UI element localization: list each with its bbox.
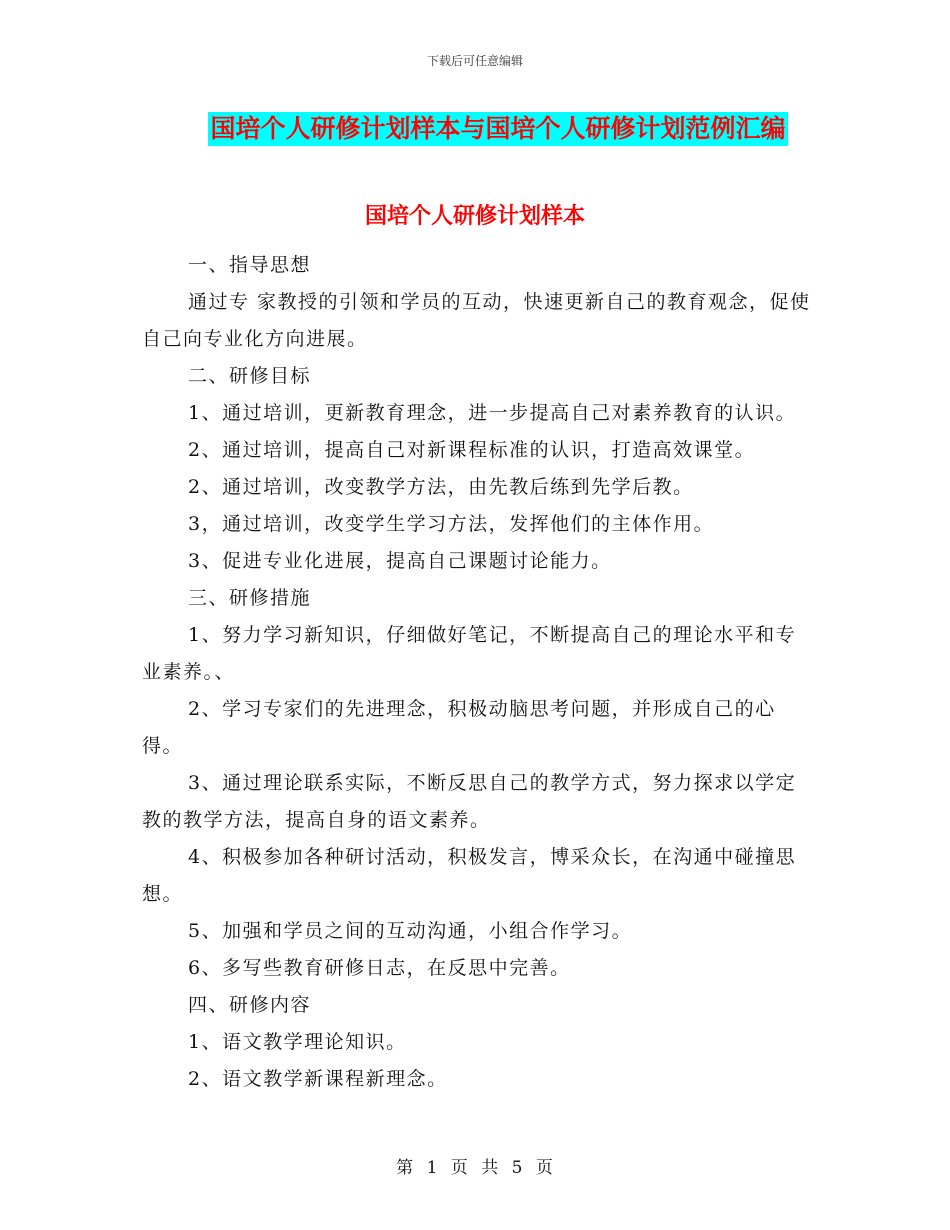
list-item: 2、语文教学新课程新理念。 — [188, 1068, 448, 1090]
list-item: 3、促进专业化进展，提高自己课题讨论能力。 — [188, 550, 612, 572]
heading-content: 四、研修内容 — [188, 994, 312, 1016]
list-item: 1、语文教学理论知识。 — [188, 1031, 407, 1053]
list-item: 1、通过培训，更新教育理念，进一步提高自己对素养教育的认识。 — [188, 402, 797, 424]
section-title: 国培个人研修计划样本 — [364, 204, 585, 229]
document-body — [142, 247, 812, 1098]
list-item: 5、加强和学员之间的互动沟通，小组合作学习。 — [188, 920, 633, 942]
heading-goals: 二、研修目标 — [188, 365, 312, 387]
list-item: 1、努力学习新知识，仔细做好笔记，不断提高自己的理论水平和专业素养。、 — [142, 624, 797, 683]
document-title: 国培个人研修计划样本与国培个人研修计划范例汇编 — [208, 112, 787, 146]
paragraph: 通过专 家教授的引领和学员的互动，快速更新自己的教育观念，促使自己向专业化方向进展。 — [142, 291, 811, 350]
list-item: 3、通过理论联系实际，不断反思自己的教学方式，努力探求以学定教的教学方法，提高自身的语文素养。 — [142, 772, 797, 831]
heading-guiding-thought: 一、指导思想 — [188, 254, 312, 276]
list-item: 2、通过培训，提高自己对新课程标准的认识，打造高效课堂。 — [188, 439, 756, 461]
page-footer: 第 1 页 共 5 页 — [396, 1158, 554, 1178]
list-item: 6、多写些教育研修日志，在反思中完善。 — [188, 957, 571, 979]
list-item: 4、积极参加各种研讨活动，积极发言，博采众长，在沟通中碰撞思想。 — [142, 846, 797, 905]
list-item: 2、通过培训，改变教学方法，由先教后练到先学后教。 — [188, 476, 694, 498]
header-note: 下载后可任意编辑 — [426, 54, 523, 68]
document-title-wrapper — [0, 112, 950, 146]
list-item: 3，通过培训，改变学生学习方法，发挥他们的主体作用。 — [188, 513, 715, 535]
heading-measures: 三、研修措施 — [188, 587, 312, 609]
list-item: 2、学习专家们的先进理念，积极动脑思考问题，并形成自己的心得。 — [142, 698, 776, 757]
